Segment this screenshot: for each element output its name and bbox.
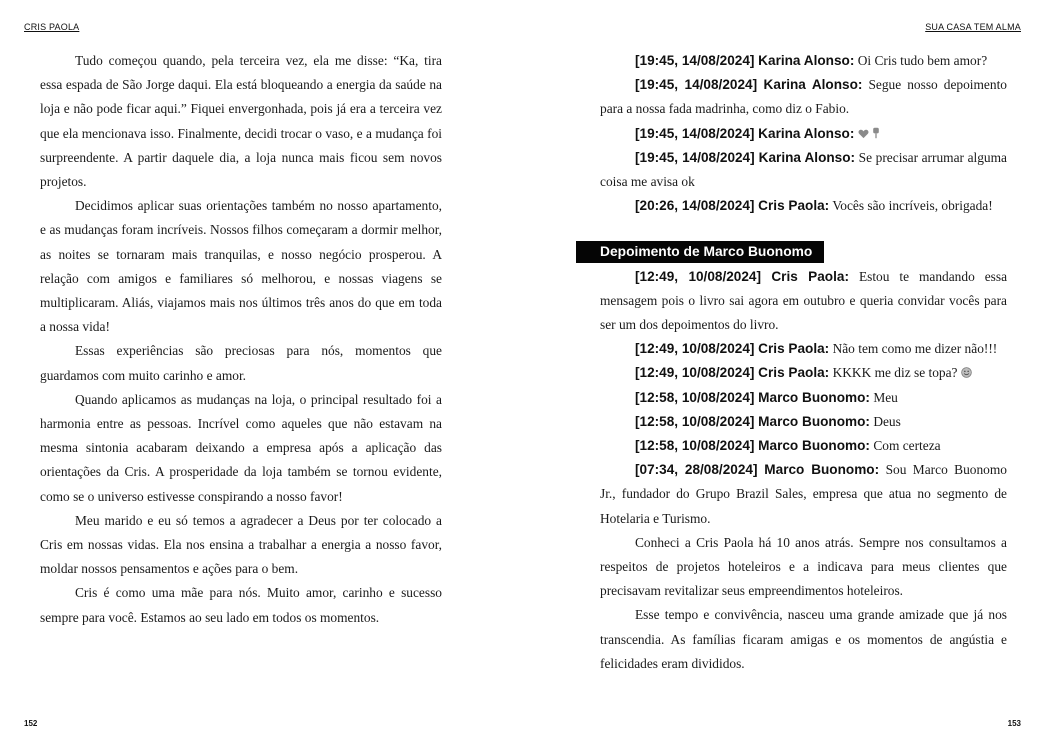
message-text: Segue nosso depoimento para a nossa fada madrinha, como diz o Fabio. <box>600 77 1007 117</box>
message-stamp: [19:45, 14/08/2024] Karina Alonso: <box>635 77 863 93</box>
chat-message <box>600 49 1007 73</box>
chat-message <box>600 434 1007 458</box>
page-number-right: 153 <box>1007 719 1021 728</box>
left-body-text <box>40 49 442 630</box>
chat-message <box>600 146 1007 194</box>
chat-message <box>600 122 1007 146</box>
message-stamp: [19:45, 14/08/2024] Karina Alonso: <box>635 149 856 165</box>
paragraph: Cris é como uma mãe para nós. Muito amor, carinho e sucesso sempre para você. Estamos ao seu lado em todos os momentos. <box>40 585 442 625</box>
message-text: Deus <box>873 413 901 429</box>
right-page <box>524 0 1048 751</box>
chat-message <box>600 265 1007 338</box>
message-text: Vocês são incríveis, obrigada! <box>832 198 993 214</box>
message-stamp: [20:26, 14/08/2024] Cris Paola: <box>635 198 830 214</box>
paragraph: Essas experiências são preciosas para nós, momentos que guardamos com muito carinho e amor. <box>40 343 442 383</box>
page-number-left: 152 <box>24 719 38 728</box>
message-text: Meu <box>873 389 898 405</box>
running-head-right: SUA CASA TEM ALMA <box>925 22 1021 32</box>
chat-message <box>600 458 1007 531</box>
message-stamp: [12:49, 10/08/2024] Cris Paola: <box>635 268 849 284</box>
section-spacer <box>600 218 1007 240</box>
chat-message <box>600 337 1007 361</box>
chat-message <box>600 386 1007 410</box>
chat-message <box>600 73 1007 121</box>
message-text: Sou Marco Buonomo Jr., fundador do Grupo Brazil Sales, empresa que atua no segmento de Hotelaria e Turismo. <box>600 462 1007 526</box>
paragraph: Esse tempo e convivência, nasceu uma grande amizade que já nos transcendia. As famílias ficaram amigas e os momentos de angústia e felicidades eram divididos. <box>600 607 1007 671</box>
paragraph: Meu marido e eu só temos a agradecer a Deus por ter colocado a Cris em nossas vidas. Ela nos ensina a trabalhar a energia a nosso favor, moldar nossos pensamentos e ações para o bem. <box>40 512 442 577</box>
paragraph: Conheci a Cris Paola há 10 anos atrás. Sempre nos consultamos a respeitos de projetos hoteleiros e a indicava para meus clientes que precisavam revitalizar seus empreendimentos hoteleiros. <box>600 534 1007 599</box>
message-text: Estou te mandando essa mensagem pois o livro sai agora em outubro e queria convidar vocês para ser um dos depoimentos do livro. <box>600 268 1008 333</box>
message-text: KKKK me diz se topa? <box>832 365 958 381</box>
message-text: Se precisar arrumar alguma coisa me avisa ok <box>600 149 1007 190</box>
smiling-face-icon <box>961 367 972 378</box>
message-stamp: [12:58, 10/08/2024] Marco Buonomo: <box>635 389 870 405</box>
paragraph: Quando aplicamos as mudanças na loja, o principal resultado foi a harmonia entre as pessoas. Incrível como aqueles que não estavam na mesma sintonia acabaram deixando a empresa após a aplicação das orientações da Cris. A prosperidade da loja também se tornou evidente, como se o universo estivesse conspirando a nosso favor! <box>40 391 442 504</box>
message-text: Oi Cris tudo bem amor? <box>857 53 988 68</box>
message-stamp: [12:58, 10/08/2024] Marco Buonomo: <box>635 438 870 454</box>
message-text: Não tem como me dizer não!!! <box>832 341 998 357</box>
chat-message <box>600 194 1007 218</box>
message-stamp: [12:49, 10/08/2024] Cris Paola: <box>635 365 830 381</box>
right-body-text <box>600 49 1007 676</box>
running-head-left: CRIS PAOLA <box>24 22 80 32</box>
message-stamp: [19:45, 14/08/2024] Karina Alonso: <box>635 53 855 68</box>
heart-icon <box>858 129 869 139</box>
message-stamp: [19:45, 14/08/2024] Karina Alonso: <box>635 125 855 141</box>
message-text: Com certeza <box>873 438 941 454</box>
section-heading-row <box>600 240 1007 264</box>
message-stamp: [12:49, 10/08/2024] Cris Paola: <box>635 341 830 357</box>
message-stamp: [12:58, 10/08/2024] Marco Buonomo: <box>635 413 870 429</box>
paragraph: Decidimos aplicar suas orientações também no nosso apartamento, e as mudanças foram incríveis. Nossos filhos começaram a dormir melhor, as noites se tornaram mais tranquilas, e nosso negócio prosperou. A relação com amigos e familiares só melhorou, e nossas viagens se multiplicaram. Aliás, viajamos mais nos últimos três anos do que em toda a nossa vida! <box>40 198 442 335</box>
paragraph: Tudo começou quando, pela terceira vez, ela me disse: “Ka, tira essa espada de São Jorge daqui. Ela está bloqueando a energia da saúde na loja e não pode ficar aqui.” Fiquei envergonhada, pois já era a terceira vez que ela mencionava isso. Finalmente, decidi trocar o vaso, e a mudança foi surpreendente. A partir daquele dia, a loja nunca mais ficou sem novos projetos. <box>40 53 442 190</box>
chat-message <box>600 361 1007 385</box>
ice-cream-icon <box>872 127 880 139</box>
chat-message <box>600 410 1007 434</box>
section-title: Depoimento de Marco Buonomo <box>576 241 824 263</box>
message-stamp: [07:34, 28/08/2024] Marco Buonomo: <box>635 462 880 478</box>
